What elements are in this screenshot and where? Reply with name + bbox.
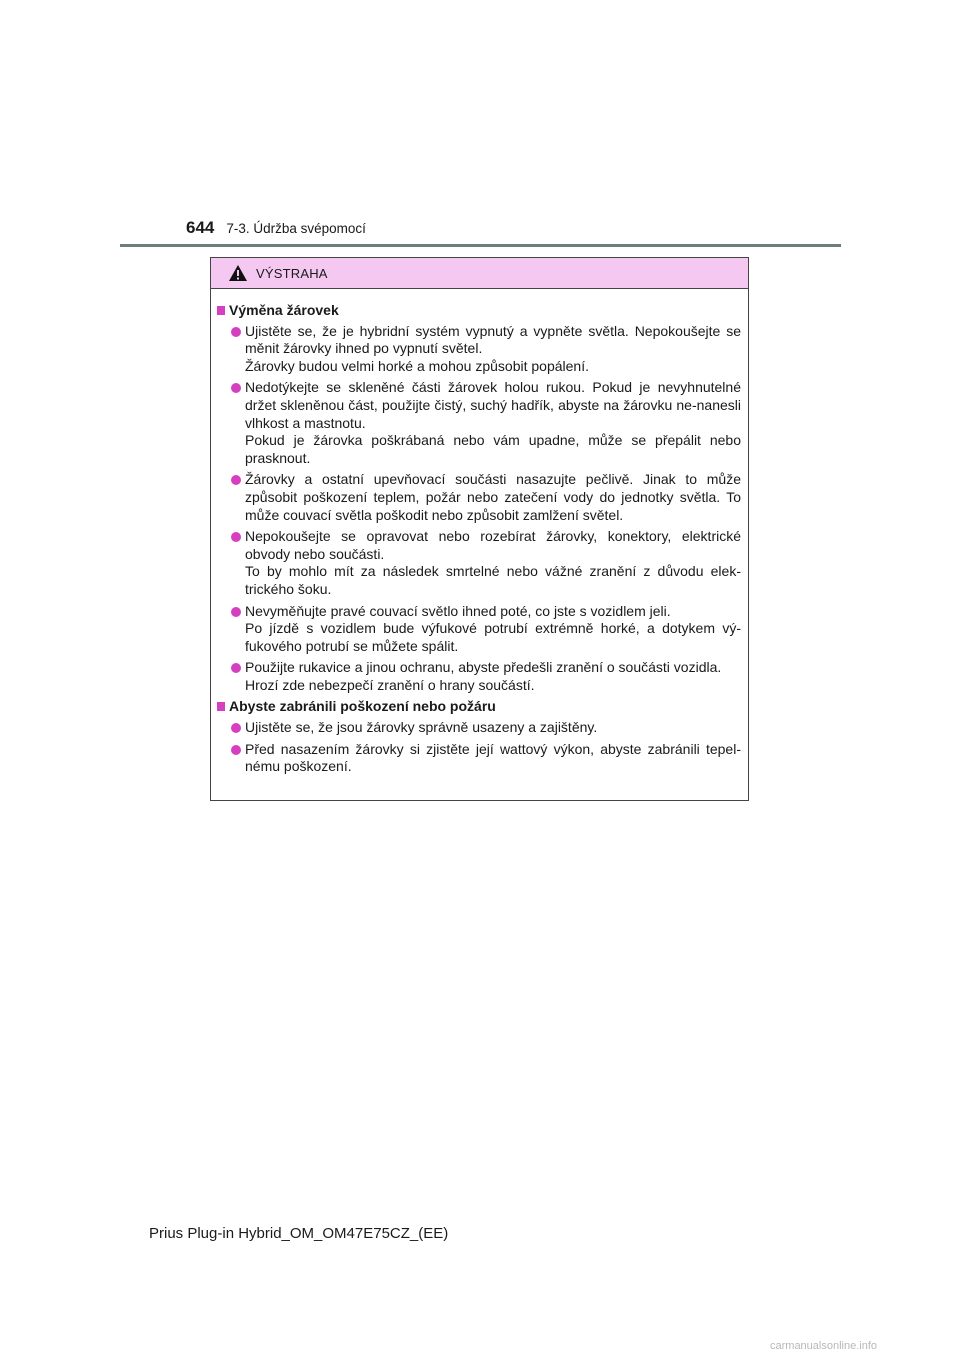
section-heading-text: Abyste zabránili poškození nebo požáru [229, 698, 496, 715]
round-bullet-icon [231, 745, 241, 755]
round-bullet-icon [231, 475, 241, 485]
section-heading-text: Výměna žárovek [229, 302, 339, 318]
square-bullet-icon [217, 702, 225, 711]
list-item [217, 379, 741, 467]
bullet-text: Nedotýkejte se skleněné části žárovek holou rukou. Pokud je nevyhnutelné držet skleněnou část, použijte čistý, suchý hadřík, abyste na žárovku ne-nanesli vlhkost a mastnotu. [245, 379, 741, 431]
bullet-text: Nevyměňujte pravé couvací světlo ihned poté, co jste s vozidlem jeli. [245, 602, 671, 619]
bullet-text: Nepokoušejte se opravovat nebo rozebírat žárovky, konektory, elektrické obvody nebo součásti. [245, 528, 741, 562]
warning-body [211, 289, 748, 776]
list-item [217, 603, 741, 656]
bullet-text: Ujistěte se, že je hybridní systém vypnutý a vypněte světla. Nepokoušejte se měnit žárovky ihned po vypnutí světel. [245, 322, 741, 357]
bullet-text: Ujistěte se, že jsou žárovky správně usazeny a zajištěny. [245, 719, 598, 736]
list-item [217, 323, 741, 376]
page-header [186, 218, 366, 242]
bullet-text: Před nasazením žárovky si zjistěte její wattový výkon, abyste zabránili tepel-nému poškození. [245, 740, 741, 775]
list-item [217, 741, 741, 776]
list-item [217, 719, 741, 737]
watermark: carmanualsonline.info [770, 1340, 878, 1352]
header-rule [120, 244, 841, 247]
round-bullet-icon [231, 723, 241, 733]
list-item [217, 528, 741, 598]
round-bullet-icon [231, 383, 241, 393]
warning-header [211, 258, 748, 289]
square-bullet-icon [217, 306, 225, 315]
list-item [217, 471, 741, 524]
section-heading [217, 302, 741, 320]
document-footer: Prius Plug-in Hybrid_OM_OM47E75CZ_(EE) [149, 1225, 449, 1242]
section-heading [217, 698, 741, 716]
round-bullet-icon [231, 532, 241, 542]
bullet-text: Pokud je žárovka poškrábaná nebo vám upadne, může se přepálit nebo prasknout. [245, 432, 741, 466]
warning-box [210, 257, 749, 801]
bullet-text: Po jízdě s vozidlem bude výfukové potrubí extrémně horké, a dotykem vý-fukového potrubí se můžete spálit. [245, 620, 741, 654]
bullet-text: To by mohlo mít za následek smrtelné nebo vážné zranění z důvodu elek-trického šoku. [245, 563, 741, 597]
warning-triangle-icon [228, 264, 248, 282]
section-title: 7-3. Údržba svépomocí [226, 221, 366, 236]
round-bullet-icon [231, 327, 241, 337]
bullet-text: Hrozí zde nebezpečí zranění o hrany součástí. [245, 676, 535, 693]
warning-title: VÝSTRAHA [256, 265, 328, 281]
page-number: 644 [186, 218, 215, 237]
list-item [217, 659, 741, 694]
bullet-text: Použijte rukavice a jinou ochranu, abyste předešli zranění o součásti vozidla. [245, 659, 722, 676]
round-bullet-icon [231, 663, 241, 673]
bullet-text: Žárovky budou velmi horké a mohou způsobit popálení. [245, 357, 589, 374]
round-bullet-icon [231, 607, 241, 617]
bullet-text: Žárovky a ostatní upevňovací součásti nasazujte pečlivě. Jinak to může způsobit poškození teplem, požár nebo zatečení vody do jednotky světla. To může couvací světla poškodit nebo způsobit zamlžení světel. [245, 471, 741, 523]
